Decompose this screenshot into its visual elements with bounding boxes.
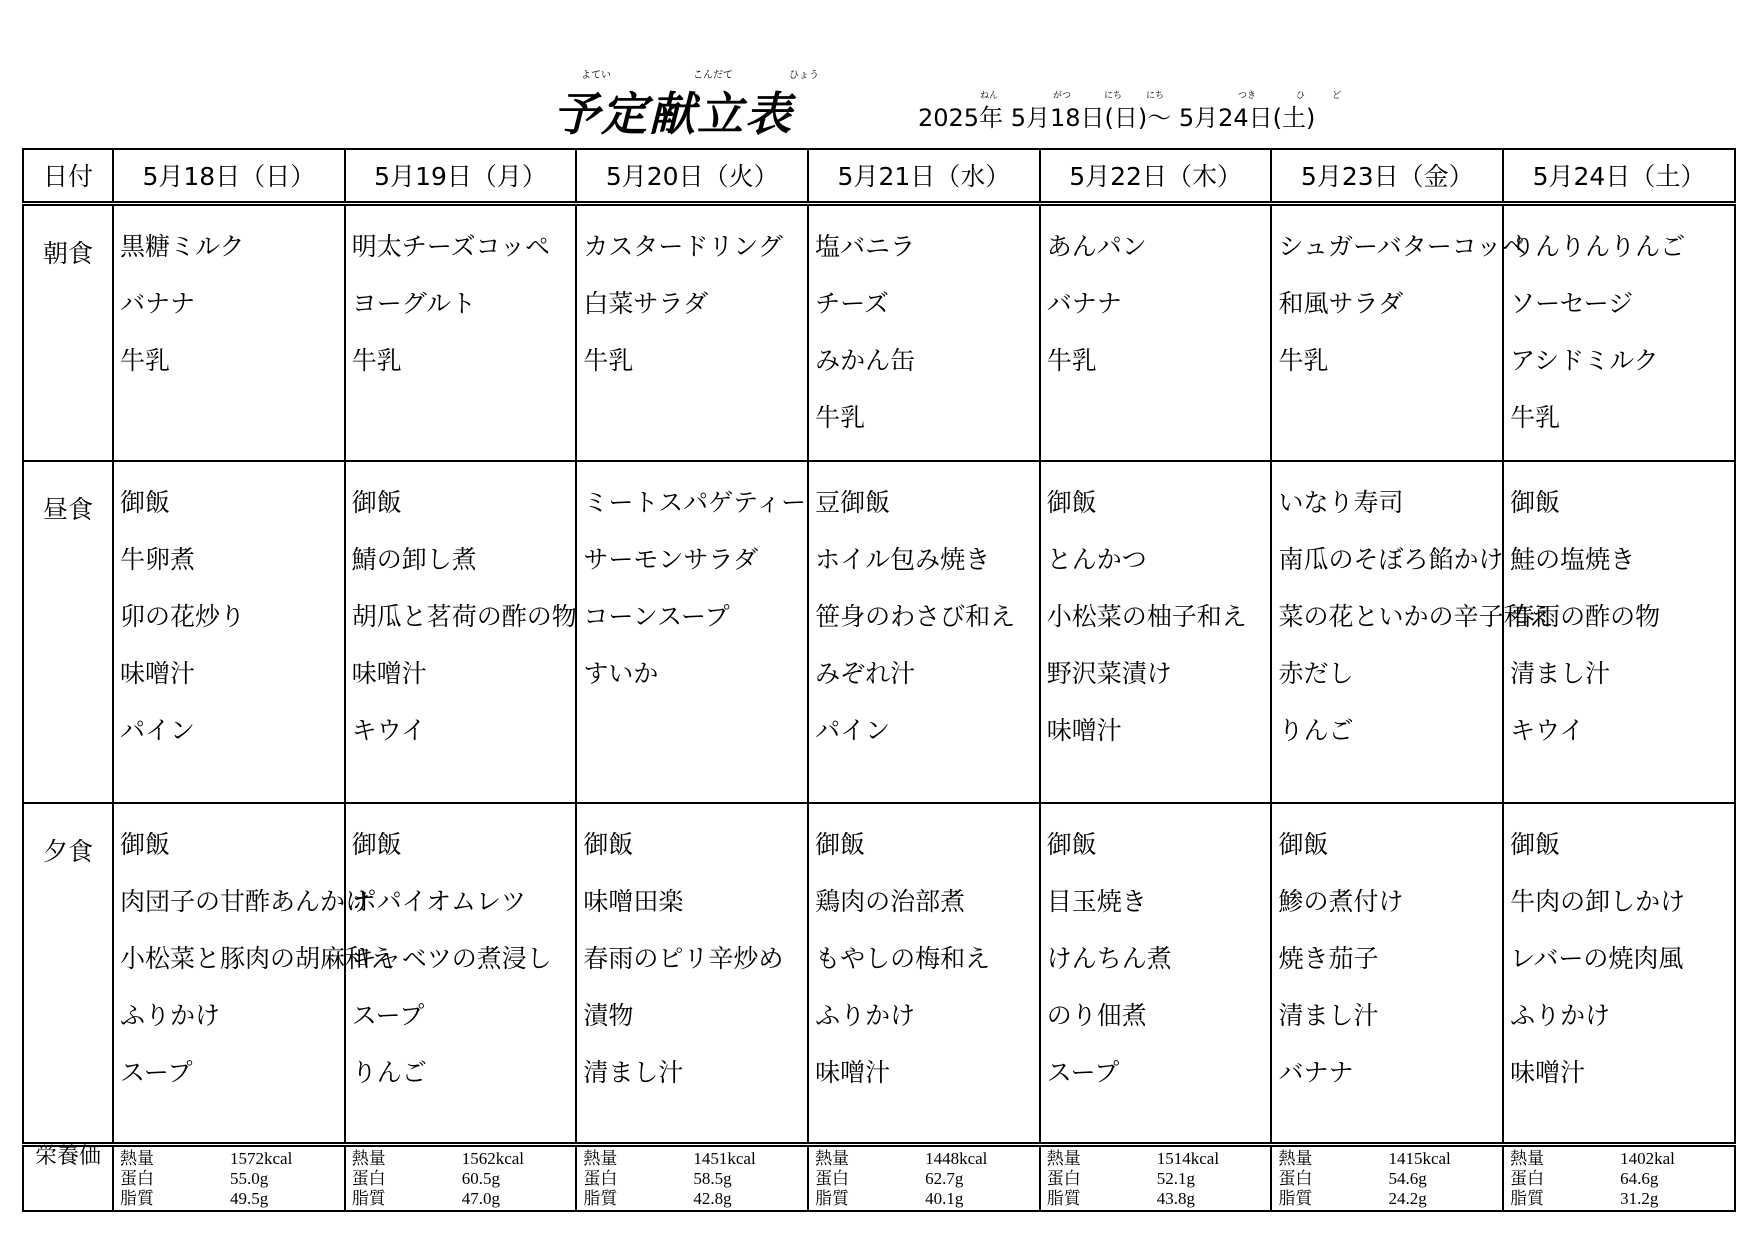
menu-cell	[113, 461, 345, 803]
dish-item: りんりんりんご	[1510, 231, 1686, 261]
menu-cell	[1040, 203, 1272, 461]
nutrition-value: 49.5g	[230, 1189, 269, 1208]
nutrition-key: 熱量	[583, 1149, 618, 1168]
nutrition-line	[1278, 1169, 1502, 1189]
nutrition-key: 熱量	[1278, 1149, 1313, 1168]
date-cell: 5月19日（月）	[345, 149, 577, 203]
nutrition-line	[120, 1169, 344, 1189]
dish-item: すいか	[583, 658, 659, 688]
nutrition-line	[1510, 1169, 1734, 1189]
dish-list	[114, 462, 344, 773]
nutrition-key: 蛋白	[583, 1169, 618, 1188]
dish-item: みかん缶	[815, 345, 916, 375]
nutrition-block	[114, 1147, 344, 1209]
nutrition-key: 脂質	[1046, 1189, 1081, 1208]
dish-list	[346, 206, 576, 403]
dish-item: ソーセージ	[1510, 288, 1634, 318]
nutrition-cell	[1503, 1145, 1735, 1211]
dish-item: サーモンサラダ	[583, 544, 759, 574]
dish-item: 豆御飯	[815, 487, 891, 517]
nutrition-line	[583, 1149, 807, 1169]
nutrition-line	[1047, 1169, 1271, 1189]
dish-item: 明太チーズコッペ	[351, 231, 550, 261]
dish-item: 牛乳	[815, 402, 866, 432]
dish-item: あんパン	[1046, 231, 1147, 261]
nutrition-label: 栄養価	[23, 1145, 113, 1211]
nutrition-value: 1562kcal	[461, 1149, 525, 1168]
dish-item: チーズ	[815, 288, 889, 318]
nutrition-block	[1272, 1147, 1502, 1209]
dish-list	[1041, 804, 1271, 1115]
nutrition-value: 1402kal	[1620, 1149, 1675, 1168]
dish-item: ポパイオムレツ	[351, 886, 526, 916]
menu-cell	[576, 461, 808, 803]
dish-list	[577, 462, 807, 716]
nutrition-key: 蛋白	[1510, 1169, 1545, 1188]
dish-item: スープ	[1046, 1057, 1120, 1087]
nutrition-block	[577, 1147, 807, 1209]
dish-item: シュガーバターコッペ	[1278, 231, 1527, 261]
nutrition-value: 58.5g	[693, 1169, 732, 1188]
dish-item: 牛肉の卸しかけ	[1510, 886, 1686, 916]
dish-item: 御飯	[1046, 829, 1097, 859]
dish-item: 御飯	[1046, 487, 1097, 517]
dish-item: 漬物	[583, 1000, 634, 1030]
dish-list	[1041, 462, 1271, 773]
menu-cell	[345, 803, 577, 1145]
dish-item: とんかつ	[1046, 544, 1147, 574]
period-ruby: ねん	[980, 91, 999, 101]
nutrition-value: 24.2g	[1388, 1189, 1427, 1208]
dish-item: 牛乳	[1046, 345, 1097, 375]
dish-item: パイン	[815, 715, 891, 745]
dish-item: けんちん煮	[1046, 943, 1172, 973]
nutrition-value: 1448kcal	[925, 1149, 988, 1168]
dish-item: 笹身のわさび和え	[815, 601, 1016, 631]
dish-list	[1504, 804, 1734, 1115]
nutrition-value: 31.2g	[1620, 1189, 1659, 1208]
menu-cell	[808, 803, 1040, 1145]
title-ruby: ひょう	[789, 70, 819, 81]
period-ruby: にち	[1104, 91, 1123, 101]
dish-item: バナナ	[1046, 288, 1122, 318]
nutrition-line	[352, 1169, 576, 1189]
nutrition-cell	[576, 1145, 808, 1211]
dish-item: 小松菜の柚子和え	[1046, 601, 1247, 631]
dish-item: 清まし汁	[583, 1057, 684, 1087]
meal-label: 昼食	[23, 461, 113, 803]
dish-item: スープ	[351, 1000, 425, 1030]
nutrition-line	[815, 1189, 1039, 1209]
dish-item: のり佃煮	[1046, 1000, 1147, 1030]
dish-item: 和風サラダ	[1278, 288, 1404, 318]
dish-item: 御飯	[120, 487, 171, 517]
dish-list	[346, 462, 576, 773]
nutrition-value: 54.6g	[1388, 1169, 1427, 1188]
nutrition-key: 蛋白	[1046, 1169, 1081, 1188]
dish-item: 御飯	[351, 829, 402, 859]
dish-item: 春雨の酢の物	[1510, 601, 1661, 631]
nutrition-value: 47.0g	[461, 1189, 500, 1208]
nutrition-line	[352, 1149, 576, 1169]
dish-item: 胡瓜と茗荷の酢の物	[351, 601, 577, 631]
nutrition-line	[583, 1169, 807, 1189]
dish-item: 春雨のピリ辛炒め	[583, 943, 784, 973]
dish-item: 鯖の卸し煮	[351, 544, 477, 574]
dish-item: 目玉焼き	[1046, 886, 1147, 916]
dish-item: 牛卵煮	[120, 544, 196, 574]
dish-item: 御飯	[583, 829, 634, 859]
dish-list	[577, 804, 807, 1115]
dish-list	[1504, 206, 1734, 460]
nutrition-value: 62.7g	[925, 1169, 964, 1188]
nutrition-key: 脂質	[1510, 1189, 1545, 1208]
nutrition-value: 64.6g	[1620, 1169, 1659, 1188]
nutrition-value: 55.0g	[230, 1169, 269, 1188]
dish-item: 御飯	[120, 829, 171, 859]
nutrition-block	[346, 1147, 576, 1209]
dish-item: 牛乳	[120, 345, 171, 375]
dish-item: 味噌汁	[1510, 1057, 1586, 1087]
dish-item: コーンスープ	[583, 601, 730, 631]
menu-cell	[1503, 803, 1735, 1145]
period	[918, 91, 1342, 133]
nutrition-cell	[1271, 1145, 1503, 1211]
menu-cell	[1271, 803, 1503, 1145]
dish-item: 塩バニラ	[815, 231, 916, 261]
meal-label: 朝食	[23, 203, 113, 461]
nutrition-value: 42.8g	[693, 1189, 732, 1208]
dish-item: 野沢菜漬け	[1046, 658, 1172, 688]
date-cell: 5月23日（金）	[1271, 149, 1503, 203]
dish-item: 御飯	[1510, 487, 1561, 517]
dish-list	[577, 206, 807, 403]
dinner-row	[23, 803, 1735, 1145]
lunch-row	[23, 461, 1735, 803]
menu-cell	[113, 203, 345, 461]
meal-label: 夕食	[23, 803, 113, 1145]
menu-cell	[1503, 461, 1735, 803]
nutrition-key: 蛋白	[1278, 1169, 1313, 1188]
dish-item: 牛乳	[1278, 345, 1329, 375]
dish-list	[809, 206, 1039, 460]
dish-item: カスタードリング	[583, 231, 783, 261]
page-title	[553, 70, 819, 144]
nutrition-value: 1572kcal	[230, 1149, 293, 1168]
dish-item: 菜の花といかの辛子和え	[1278, 601, 1554, 631]
nutrition-key: 熱量	[120, 1149, 154, 1168]
date-cell: 5月18日（日）	[113, 149, 345, 203]
dish-item: 焼き茄子	[1278, 943, 1379, 973]
dish-item: レバーの焼肉風	[1510, 943, 1684, 973]
dish-item: 味噌汁	[1046, 715, 1122, 745]
date-cell: 5月24日（土）	[1503, 149, 1735, 203]
dish-item: アシドミルク	[1510, 345, 1659, 375]
nutrition-block	[809, 1147, 1039, 1209]
nutrition-line	[1278, 1149, 1502, 1169]
dish-item: 御飯	[351, 487, 402, 517]
dish-item: ふりかけ	[815, 1000, 916, 1030]
period-ruby: ひ	[1296, 91, 1306, 101]
nutrition-line	[583, 1189, 807, 1209]
dish-item: いなり寿司	[1278, 487, 1404, 517]
nutrition-key: 蛋白	[351, 1169, 386, 1188]
dish-item: 鶏肉の治部煮	[815, 886, 966, 916]
dish-item: 牛乳	[351, 345, 402, 375]
nutrition-line	[1510, 1189, 1734, 1209]
dish-item: バナナ	[120, 288, 196, 318]
nutrition-line	[1278, 1189, 1502, 1209]
nutrition-key: 脂質	[351, 1189, 386, 1208]
nutrition-value: 1415kcal	[1388, 1149, 1451, 1168]
nutrition-line	[815, 1149, 1039, 1169]
dish-item: 御飯	[815, 829, 866, 859]
menu-cell	[576, 803, 808, 1145]
dish-item: 御飯	[1278, 829, 1329, 859]
dish-item: スープ	[120, 1057, 193, 1087]
nutrition-cell	[113, 1145, 345, 1211]
dish-item: 清まし汁	[1510, 658, 1611, 688]
dish-item: キウイ	[1510, 715, 1585, 745]
nutrition-value: 43.8g	[1156, 1189, 1195, 1208]
dish-list	[1272, 206, 1527, 403]
menu-cell	[808, 203, 1040, 461]
nutrition-line	[1510, 1149, 1734, 1169]
dish-item: ミートスパゲティー	[583, 487, 807, 517]
dish-item: 鮭の塩焼き	[1510, 544, 1636, 574]
nutrition-line	[352, 1189, 576, 1209]
title-ruby: よてい	[581, 70, 611, 81]
nutrition-cell	[808, 1145, 1040, 1211]
nutrition-value: 1451kcal	[693, 1149, 756, 1168]
nutrition-key: 脂質	[815, 1189, 850, 1208]
menu-cell	[808, 461, 1040, 803]
dish-item: ヨーグルト	[351, 288, 476, 318]
nutrition-key: 熱量	[1510, 1149, 1545, 1168]
nutrition-row	[23, 1145, 1735, 1211]
dish-item: 牛乳	[583, 345, 634, 375]
nutrition-value: 40.1g	[925, 1189, 964, 1208]
dish-item: ホイル包み焼き	[815, 544, 991, 574]
nutrition-value: 1514kcal	[1156, 1149, 1220, 1168]
dish-list	[346, 804, 576, 1115]
period-ruby: がつ	[1053, 91, 1072, 101]
dish-list	[1272, 804, 1502, 1115]
date-cell: 5月20日（火）	[576, 149, 808, 203]
period-text: 2025年 5月18日(日)～ 5月24日(土)	[918, 104, 1316, 132]
nutrition-cell	[345, 1145, 577, 1211]
dish-item: ふりかけ	[120, 1000, 221, 1030]
title-ruby: こんだて	[693, 70, 733, 81]
dish-item: キャベツの煮浸し	[351, 943, 552, 973]
nutrition-line	[1047, 1189, 1271, 1209]
date-header-row	[23, 149, 1735, 203]
menu-table	[22, 148, 1736, 1212]
menu-cell	[345, 461, 577, 803]
dish-item: パイン	[120, 715, 196, 745]
dish-item: りんご	[1278, 715, 1354, 745]
menu-cell	[1040, 803, 1272, 1145]
menu-cell	[576, 203, 808, 461]
dish-item: 肉団子の甘酢あんかけ	[120, 886, 371, 916]
period-ruby: ど	[1332, 91, 1342, 101]
period-ruby: つき	[1238, 91, 1257, 101]
menu-cell	[1503, 203, 1735, 461]
nutrition-cell	[1040, 1145, 1272, 1211]
date-cell: 5月21日（水）	[808, 149, 1040, 203]
dish-item: 黒糖ミルク	[120, 231, 245, 261]
breakfast-row	[23, 203, 1735, 461]
dish-list	[809, 804, 1039, 1115]
dish-item: 味噌汁	[815, 1057, 891, 1087]
dish-item: キウイ	[351, 715, 426, 745]
dish-item: もやしの梅和え	[815, 943, 991, 973]
nutrition-block	[1041, 1147, 1271, 1209]
nutrition-key: 蛋白	[815, 1169, 850, 1188]
nutrition-value: 52.1g	[1156, 1169, 1195, 1188]
dish-item: 小松菜と豚肉の胡麻和え	[120, 943, 396, 973]
nutrition-line	[120, 1189, 344, 1209]
dish-item: 味噌田楽	[583, 886, 684, 916]
dish-list	[1504, 462, 1734, 773]
corner-label: 日付	[23, 149, 113, 203]
dish-list	[809, 462, 1039, 773]
nutrition-key: 熱量	[1046, 1149, 1081, 1168]
nutrition-line	[120, 1149, 344, 1169]
nutrition-key: 脂質	[120, 1189, 154, 1208]
menu-cell	[1040, 461, 1272, 803]
dish-item: 清まし汁	[1278, 1000, 1379, 1030]
nutrition-line	[1047, 1149, 1271, 1169]
period-ruby: にち	[1146, 91, 1165, 101]
nutrition-block	[1504, 1147, 1734, 1209]
dish-item: 味噌汁	[351, 658, 427, 688]
dish-list	[114, 206, 344, 403]
dish-item: みぞれ汁	[815, 658, 916, 688]
nutrition-line	[815, 1169, 1039, 1189]
nutrition-key: 熱量	[351, 1149, 386, 1168]
nutrition-key: 蛋白	[120, 1169, 154, 1188]
date-cell: 5月22日（木）	[1040, 149, 1272, 203]
nutrition-key: 熱量	[815, 1149, 850, 1168]
dish-item: 牛乳	[1510, 402, 1561, 432]
dish-item: 鯵の煮付け	[1278, 886, 1404, 916]
dish-item: 味噌汁	[120, 658, 196, 688]
dish-item: りんご	[351, 1057, 427, 1087]
dish-item: 白菜サラダ	[583, 288, 709, 318]
title-text: 予定献立表	[553, 87, 793, 141]
nutrition-key: 脂質	[1278, 1189, 1313, 1208]
dish-item: 南瓜のそぼろ餡かけ	[1278, 544, 1504, 574]
dish-item: ふりかけ	[1510, 1000, 1611, 1030]
dish-item: 赤だし	[1278, 658, 1354, 688]
dish-list	[1041, 206, 1271, 403]
nutrition-value: 60.5g	[461, 1169, 500, 1188]
dish-item: バナナ	[1278, 1057, 1354, 1087]
menu-cell	[345, 203, 577, 461]
menu-cell	[1271, 203, 1527, 461]
dish-item: 卯の花炒り	[120, 601, 246, 631]
dish-item: 御飯	[1510, 829, 1561, 859]
nutrition-key: 脂質	[583, 1189, 618, 1208]
